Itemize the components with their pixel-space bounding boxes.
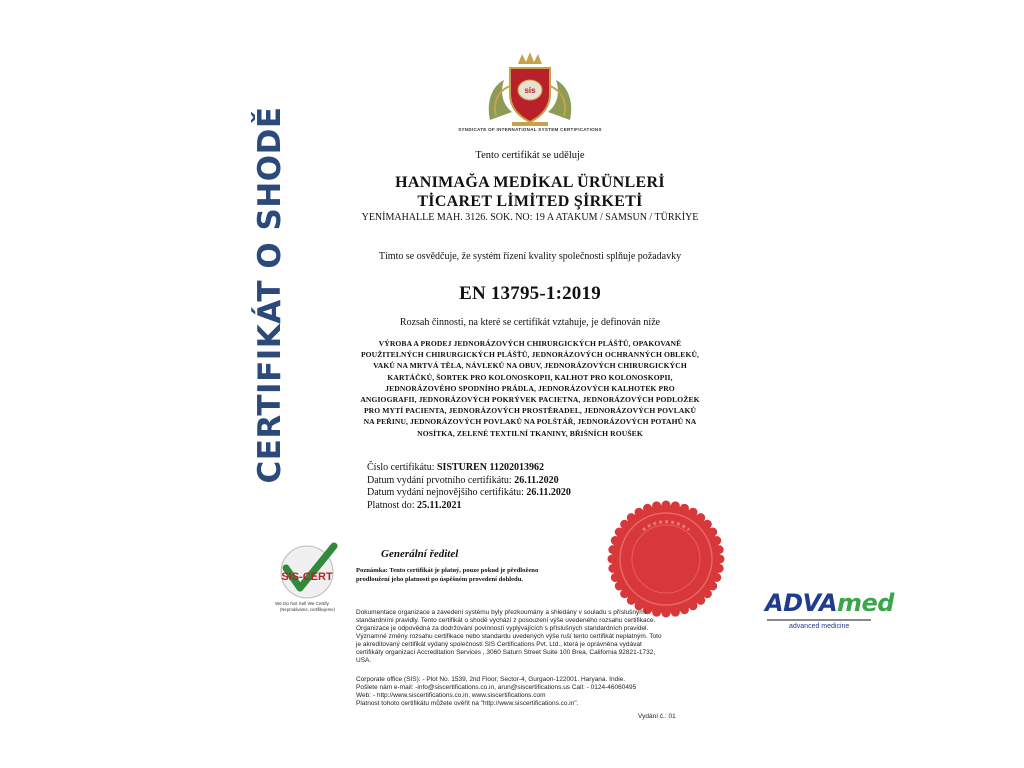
seal-edge-bump — [708, 582, 717, 591]
seal-edge-bump — [712, 536, 721, 545]
corporate-office: Corporate office (SIS): - Plot No. 1539, 2nd Floor, Sector-4, Gurgaon-122001. Haryana. Indie. — [356, 676, 626, 683]
svg-text:sis: sis — [524, 86, 536, 95]
fine-print-line: standardními pravidly. Tento certifikát o shodě vychází z posouzení výše uvedeného rozsahu certifikace. — [356, 617, 656, 624]
seal-edge-bump — [643, 504, 652, 513]
seal-edge-bump — [703, 520, 712, 529]
scope-line: NA PEŘINU, JEDNORÁZOVÝCH POVLAKŮ NA POLŠTÁŘ, JEDNORÁZOVÝCH POTAHŮ NA — [363, 417, 697, 427]
sis-cert-logo-text: SIS-CERT — [281, 571, 333, 583]
certification-statement: Tímto se osvědčuje, že systém řízení kvality společnosti splňuje požadavky — [378, 251, 682, 262]
crest-crown — [518, 52, 542, 64]
sis-tagline-translation: (Neprodáváme, certifikujeme) — [280, 607, 335, 612]
scope-line: NOSÍTKA, ZELENÉ TEXTILNÍ TKANINY, BŘIŠNÍCH ROUŠEK — [417, 428, 643, 438]
seal-edge-bump — [615, 582, 624, 591]
valid-until-date: 25.11.2021 — [417, 499, 462, 511]
scope-line: KARTÁČKŮ, ŠORTEK PRO KOLONOSKOPII, KALHOT PRO KOLONOSKOPII, — [387, 372, 673, 382]
awarded-to-line: Tento certifikát se uděluje — [475, 150, 585, 161]
seal-edge-bump — [662, 501, 671, 510]
certificate-details — [367, 462, 571, 512]
seal-edge-bump — [611, 536, 620, 545]
sis-cert-logo — [268, 540, 346, 602]
scope-line: POUŽITELNÝCH CHIRURGICKÝCH PLÁŠŤŮ, JEDNORÁZOVÝCH OCHRANNÝCH OBLEKŮ, — [360, 350, 700, 360]
seal-edge-bump — [712, 573, 721, 582]
scope-line: VAKŮ NA MRTVÁ TĚLA, NÁVLEKŮ NA OBUV, JEDNORÁZOVÝCH CHIRURGICKÝCH — [373, 361, 687, 371]
director-title: Generální ředitel — [381, 548, 459, 560]
fine-print-line: Dokumentace organizace a zavedení systému byly přezkoumány a shledány v souladu s příslušnými — [356, 609, 647, 616]
fine-print-line: je akreditovaný certifikát vydaný společností SIS Certifications Pvt. Ltd., která je oprávněna vydávat — [356, 641, 642, 648]
scope-intro: Rozsah činnosti, na které se certifikát vztahuje, je definován níže — [399, 317, 661, 328]
valid-until-row: Platnost do: 25.11.2021 — [367, 499, 462, 511]
seal-edge-bump — [652, 501, 661, 510]
company-address: YENİMAHALLE MAH. 3126. SOK. NO: 19 A ATAKUM / SAMSUN / TÜRKİYE — [361, 212, 699, 223]
first-issue-date: 26.11.2020 — [514, 474, 559, 486]
note-label: Poznámka: — [356, 567, 388, 574]
seal-edge-bump — [708, 528, 717, 537]
fine-print — [356, 609, 716, 665]
seal-edge-bump — [696, 513, 705, 522]
fine-print-line: Organizace je odpovědná za dodržování povinností vyplývajících s příslušných standardních pravidel. — [356, 625, 649, 632]
seal-edge-bump — [620, 520, 629, 529]
verification-info: Platnost tohoto certifikátu můžete ověřit na "http://www.siscertifications.co.in". — [356, 700, 579, 707]
standard-code: EN 13795-1:2019 — [459, 283, 601, 304]
advamed-tagline: advanced medicine — [789, 623, 850, 630]
crest-caption: SYNDICATE OF INTERNATIONAL SYSTEM CERTIFICATIONS — [458, 127, 602, 132]
seal-edge-bump — [635, 508, 644, 517]
seal-edge-bump — [696, 596, 705, 605]
web-contact: Web: - http://www.siscertifications.co.in, www.siscertifications.com — [356, 692, 546, 699]
company-name-line2: TİCARET LİMİTED ŞİRKETİ — [417, 193, 643, 210]
sis-crest-logo — [482, 50, 578, 130]
issue-number: Vydání č.: 01 — [638, 713, 676, 720]
latest-issue-row: Datum vydání nejnovějšího certifikátu: 26.11.2020 — [367, 487, 571, 499]
wax-seal — [607, 500, 725, 618]
seal-edge-bump — [627, 513, 636, 522]
seal-edge-bump — [615, 528, 624, 537]
seal-edge-bump — [680, 504, 689, 513]
certificate-number-row: Číslo certifikátu: SISTUREN 11202013962 — [367, 462, 544, 473]
company-name-line1: HANIMAĞA MEDİKAL ÜRÜNLERİ — [395, 174, 665, 191]
scope-of-activities — [335, 338, 725, 439]
sis-tagline: We Do Not Sell We Certify — [275, 601, 329, 606]
seal-edge-bump — [716, 555, 725, 564]
seal-edge-bump — [715, 564, 724, 573]
seal-edge-bump — [715, 545, 724, 554]
seal-edge-bump — [671, 501, 680, 510]
email-contact: Pošlete nám e-mail: -info@siscertifications.co.in, arun@siscertifications.us Call: - 0124-46060495 — [356, 684, 637, 691]
seal-edge-bump — [608, 555, 617, 564]
fine-print-line: certifikáty organizací Accreditation Services , 3060 Saturn Street Suite 100 Brea, California 92821-1732, — [356, 649, 656, 656]
validity-note: Poznámka: Tento certifikát je platný, pouze pokud je předloženo prodloužení jeho platnosti po úspěšném provedení dohledu. — [356, 567, 539, 583]
scope-line: ANGIOGRAFII, JEDNORÁZOVÝCH POKRÝVEK PACIETNA, JEDNORÁZOVÝCH PODLOŽEK — [360, 395, 700, 405]
vertical-certificate-title: CERTIFIKÁT O SHODĚ — [252, 106, 288, 484]
latest-issue-date: 26.11.2020 — [526, 487, 571, 499]
seal-edge-bump — [703, 589, 712, 598]
advamed-logo — [765, 588, 894, 638]
fine-print-line: USA. — [356, 657, 372, 664]
fine-print-line: Významné změny rozsahu certifikace nebo standardu uvedených výše ruší tento certifikát neplatným. Toto — [356, 633, 662, 640]
contact-info — [356, 676, 716, 708]
scope-line: VÝROBA A PRODEJ JEDNORÁZOVÝCH CHIRURGICKÝCH PLÁŠŤŮ, OPAKOVANĚ — [378, 339, 682, 348]
seal-edge-bump — [608, 545, 617, 554]
seal-edge-bump — [620, 589, 629, 598]
seal-edge-bump — [627, 596, 636, 605]
advamed-underline — [767, 619, 871, 621]
seal-edge-bump — [689, 508, 698, 517]
scope-line: PRO MYTÍ PACIENTA, JEDNORÁZOVÝCH PROSTĚRADEL, JEDNORÁZOVÝCH POVLAKŮ — [363, 406, 697, 416]
scope-line: JEDNORÁZOVÉHO SPODNÍHO PRÁDLA, JEDNORÁZOVÝCH KALHOTEK PRO — [385, 383, 675, 393]
first-issue-row: Datum vydání prvotního certifikátu: 26.11.2020 — [367, 474, 559, 486]
advamed-wordmark: ADVAmed — [765, 589, 894, 617]
certificate-number: SISTUREN 11202013962 — [437, 462, 544, 473]
